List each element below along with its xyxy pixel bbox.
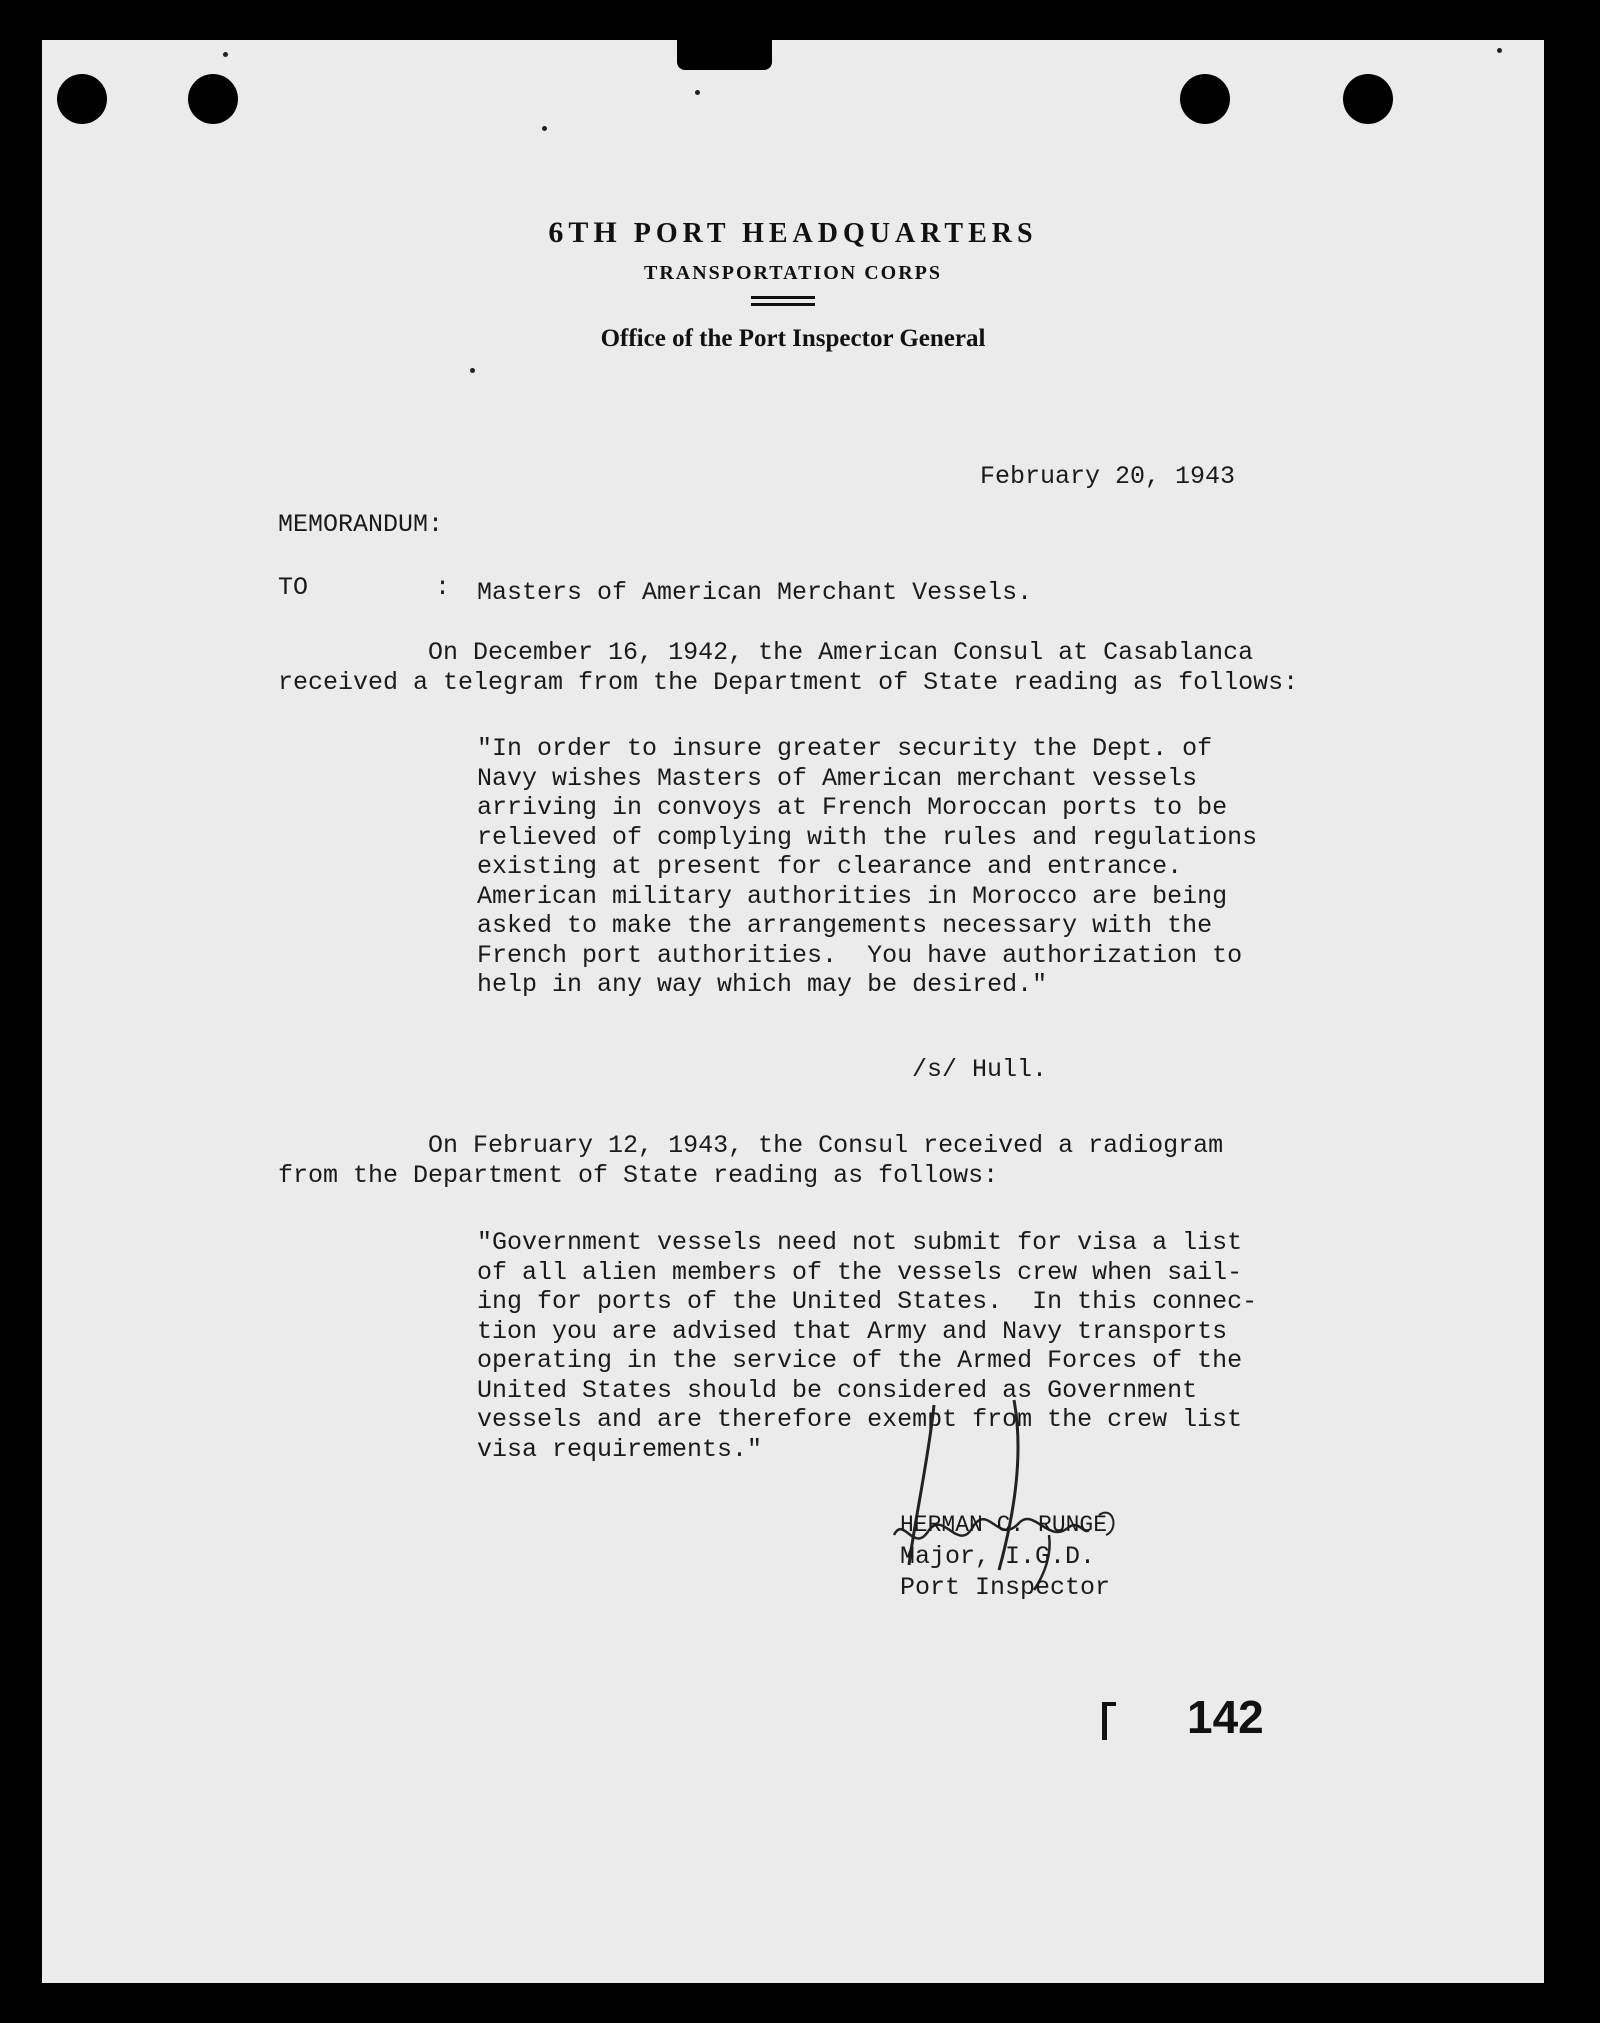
memorandum-label: MEMORANDUM: xyxy=(278,510,444,539)
punch-hole xyxy=(188,74,238,124)
letterhead-title xyxy=(42,216,1544,250)
signer-title: Port Inspector xyxy=(900,1573,1111,1602)
binding-tab xyxy=(677,38,772,70)
letterhead-rule xyxy=(751,303,815,306)
letterhead-main: PORT HEADQUARTERS xyxy=(633,218,1038,249)
memo-date: February 20, 1943 xyxy=(980,462,1236,491)
signer-name: HERMAN C. RUNGE xyxy=(900,1512,1108,1538)
signer-rank: Major, I.G.D. xyxy=(900,1542,1096,1571)
document-page xyxy=(42,40,1544,1983)
speck xyxy=(470,368,475,373)
punch-hole xyxy=(1180,74,1230,124)
letterhead-subtitle: TRANSPORTATION CORPS xyxy=(643,262,943,284)
speck xyxy=(542,126,547,131)
quote-signature: /s/ Hull. xyxy=(912,1055,1048,1084)
paragraph-2: On February 12, 1943, the Consul received a radiogram from the Department of State reading as follows: xyxy=(278,1131,1224,1190)
letterhead-office: Office of the Port Inspector General xyxy=(600,325,986,352)
paragraph-1: On December 16, 1942, the American Consul at Casablanca received a telegram from the Department of State reading as follows: xyxy=(278,638,1299,697)
speck xyxy=(695,90,700,95)
letterhead-rule xyxy=(751,296,815,299)
speck xyxy=(223,52,228,57)
quote-radiogram: "Government vessels need not submit for visa a list of all alien members of the vessels crew when sail- ing for ports of the United States. In this connec- tion you are advised that Army and Navy transports operating in the service of the Armed Forces of the United States should be considered as Government vessels and are therefore exempt from the crew list visa requirements." xyxy=(477,1228,1258,1464)
letterhead-prefix: 6TH xyxy=(548,216,622,249)
quote-telegram: "In order to insure greater security the Dept. of Navy wishes Masters of American merchant vessels arriving in convoys at French Moroccan ports to be relieved of complying with the rules and regulations existing at present for clearance and entrance. American military authorities in Morocco are being asked to make the arrangements necessary with the French port authorities. You have authorization to help in any way which may be desired." xyxy=(477,734,1258,999)
punch-hole xyxy=(1343,74,1393,124)
speck xyxy=(1497,48,1502,53)
to-recipient: Masters of American Merchant Vessels. xyxy=(477,578,1033,607)
punch-hole xyxy=(57,74,107,124)
to-separator: : xyxy=(435,573,451,602)
page-number: 142 xyxy=(1187,1691,1264,1743)
to-label: TO xyxy=(278,573,309,602)
frame-mark xyxy=(1102,1702,1116,1740)
